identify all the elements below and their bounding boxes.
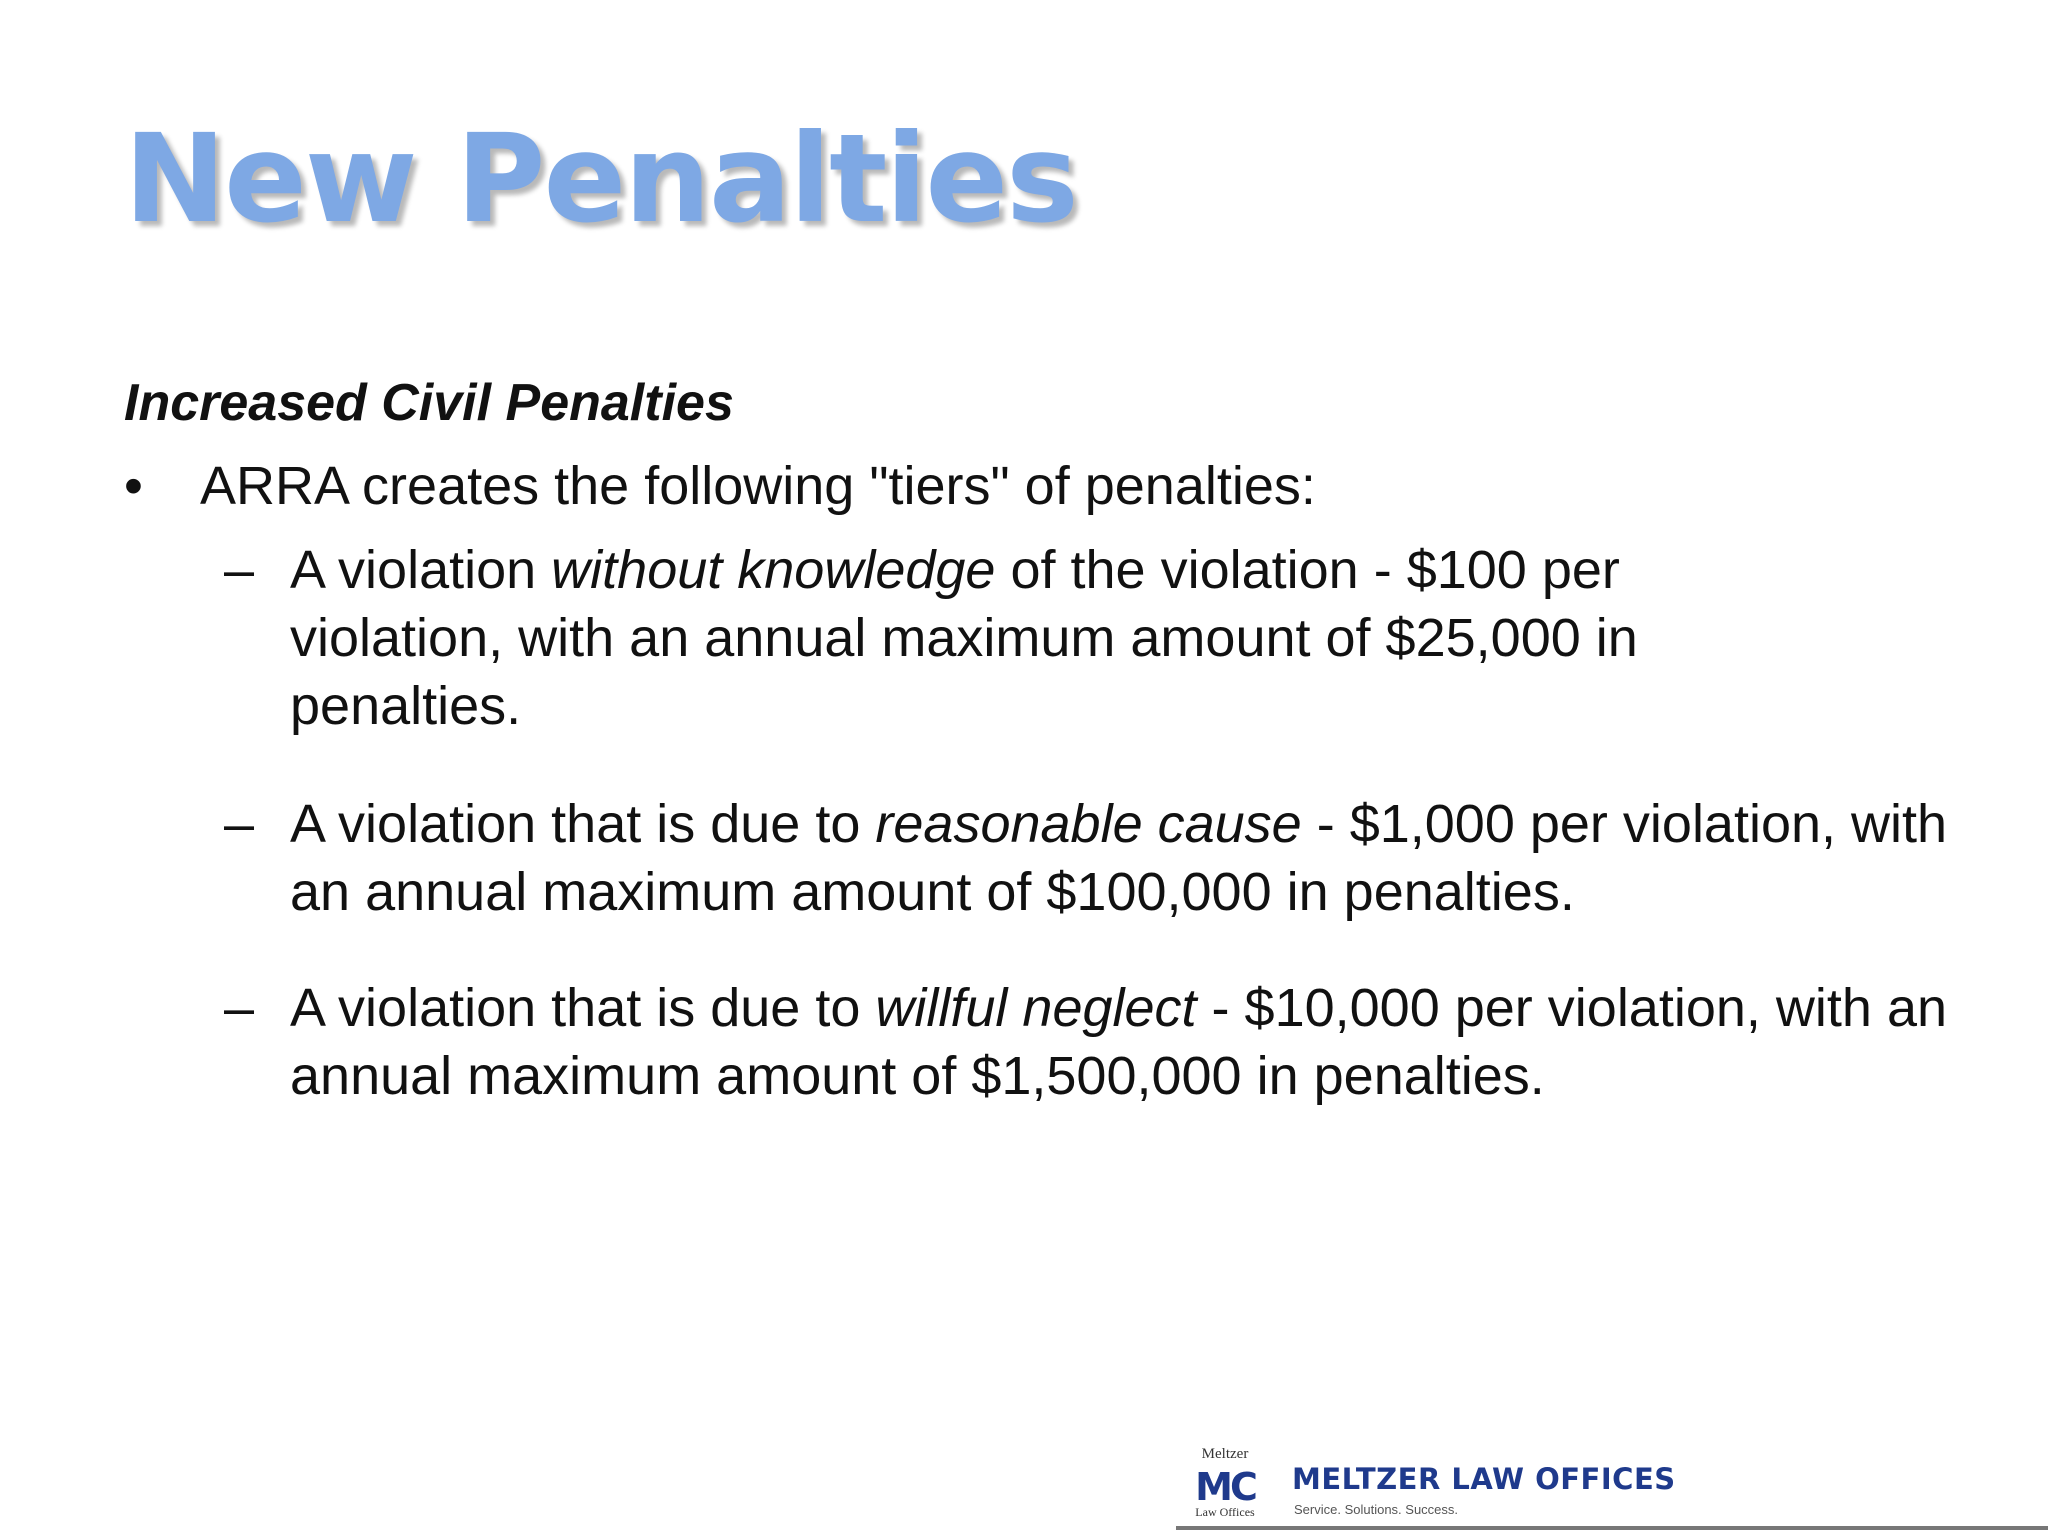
footer: [1176, 1440, 2048, 1536]
firm-name: MELTZER LAW OFFICES: [1292, 1462, 1676, 1496]
sub-item-text-after: of the violation - $100 per violation, with an annual maximum amount of $25,000 in penalties.: [290, 540, 1638, 736]
meltzer-logo-icon: [1194, 1444, 1256, 1520]
bullet-icon: •: [124, 456, 143, 516]
sub-item-reasonable-cause: [224, 790, 1984, 926]
sub-item-text-before: A violation that is due to: [290, 978, 876, 1038]
dash-icon: –: [224, 794, 255, 854]
sub-item-emphasis: without knowledge: [551, 540, 996, 600]
svg-text:Law Offices: Law Offices: [1195, 1505, 1255, 1519]
svg-text:MC: MC: [1195, 1465, 1255, 1509]
slide-title: New Penalties: [124, 108, 1077, 250]
sub-item-text: [290, 790, 1984, 926]
sub-item-emphasis: willful neglect: [875, 978, 1197, 1038]
sub-item-text: [290, 536, 1724, 740]
section-heading: Increased Civil Penalties: [124, 374, 734, 432]
dash-icon: –: [224, 540, 255, 600]
sub-item-without-knowledge: [224, 536, 1724, 740]
sub-item-text-before: A violation that is due to: [290, 794, 876, 854]
footer-divider: [1176, 1526, 2048, 1530]
dash-icon: –: [224, 978, 255, 1038]
sub-item-willful-neglect: [224, 974, 1984, 1110]
sub-item-text-after: - $10,000 per violation, with an annual maximum amount of $1,500,000 in penalties.: [290, 978, 1948, 1106]
sub-item-text-before: A violation: [290, 540, 552, 600]
sub-item-text-after: - $1,000 per violation, with an annual maximum amount of $100,000 in penalties.: [290, 794, 1948, 922]
bullet-text: ARRA creates the following "tiers" of penalties:: [200, 456, 1316, 516]
sub-item-emphasis: reasonable cause: [875, 794, 1302, 854]
svg-text:Meltzer: Meltzer: [1201, 1446, 1249, 1462]
sub-item-text: [290, 974, 1984, 1110]
firm-tagline: Service. Solutions. Success.: [1294, 1502, 1459, 1517]
